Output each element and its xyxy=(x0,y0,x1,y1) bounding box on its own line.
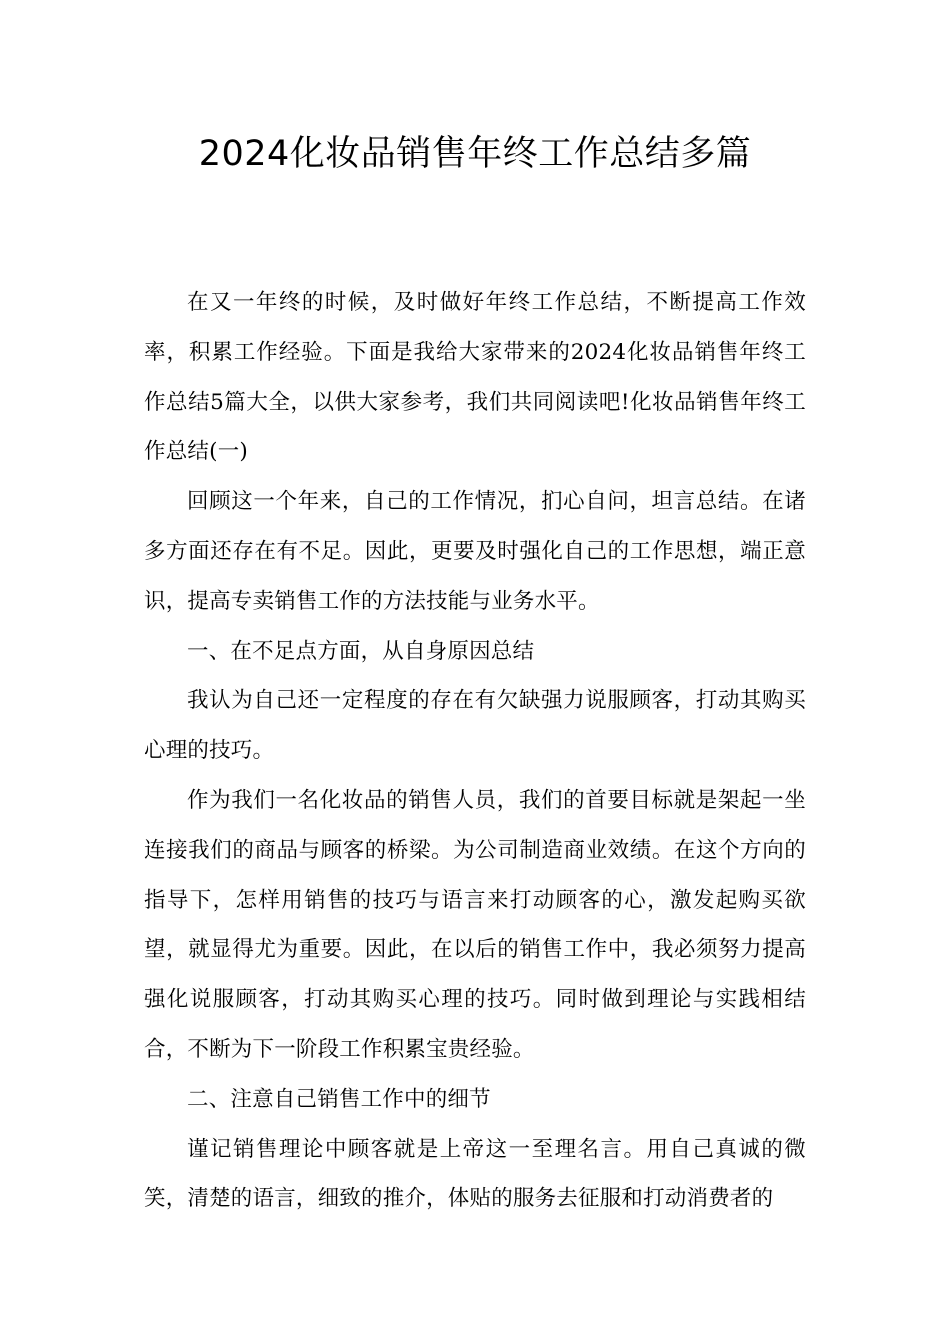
paragraph-skill-gap: 我认为自己还一定程度的存在有欠缺强力说服顾客，打动其购买心理的技巧。 xyxy=(144,688,806,764)
document-body xyxy=(144,278,806,1224)
paragraph-intro: 在又一年终的时候，及时做好年终工作总结，不断提高工作效率，积累工作经验。下面是我给大家带来的2024化妆品销售年终工作总结5篇大全，以供大家参考，我们共同阅读吧!化妆品销售年终工作总结(一) xyxy=(144,290,806,465)
document-title: 2024化妆品销售年终工作总结多篇 xyxy=(198,134,752,174)
section-heading-2: 二、注意自己销售工作中的细节 xyxy=(187,1086,491,1112)
paragraph-customer-service: 谨记销售理论中顾客就是上帝这一至理名言。用自己真诚的微笑，清楚的语言，细致的推介，体贴的服务去征服和打动消费者的 xyxy=(144,1136,806,1212)
section-heading-1: 一、在不足点方面，从自身原因总结 xyxy=(187,638,535,664)
paragraph-sales-goal: 作为我们一名化妆品的销售人员，我们的首要目标就是架起一坐连接我们的商品与顾客的桥梁。为公司制造商业效绩。在这个方向的指导下，怎样用销售的技巧与语言来打动顾客的心，激发起购买欲望，就显得尤为重要。因此，在以后的销售工作中，我必须努力提高强化说服顾客，打动其购买心理的技巧。同时做到理论与实践相结合，不断为下一阶段工作积累宝贵经验。 xyxy=(144,787,806,1062)
paragraph-review: 回顾这一个年来，自己的工作情况，扪心自问，坦言总结。在诸多方面还存在有不足。因此，更要及时强化自己的工作思想，端正意识，提高专卖销售工作的方法技能与业务水平。 xyxy=(144,489,806,614)
